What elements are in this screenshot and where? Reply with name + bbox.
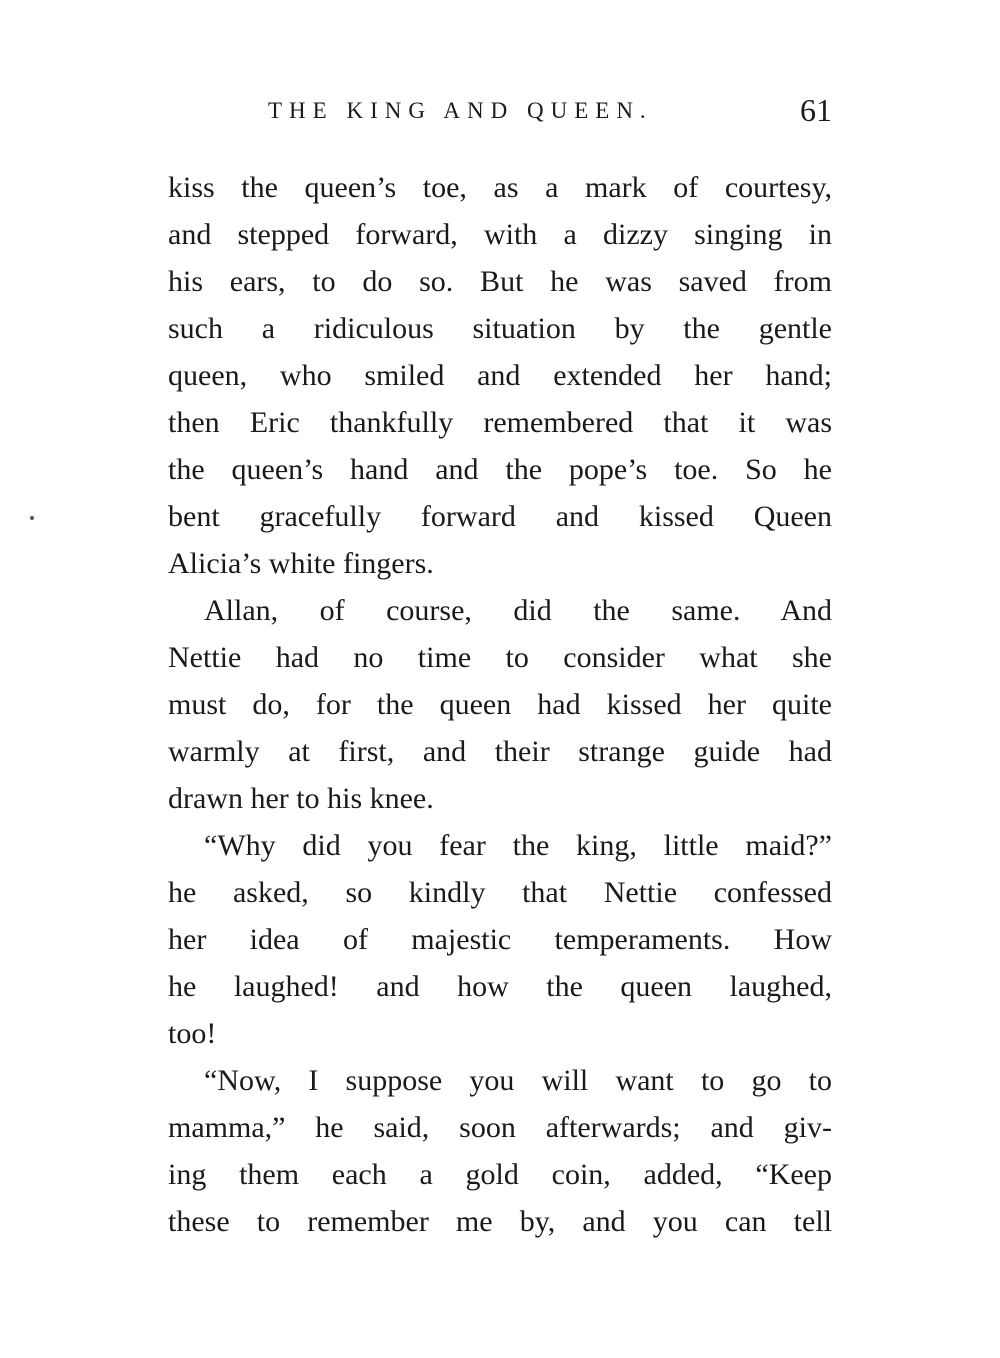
paragraph-start-line: “Why did you fear the king, little maid?” [204, 829, 832, 862]
text-line: such a ridiculous situation by the gentle [168, 312, 832, 345]
text-line: ing them each a gold coin, added, “Keep [168, 1158, 832, 1191]
text-line: must do, for the queen had kissed her quite [168, 688, 832, 721]
text-line: warmly at first, and their strange guide had [168, 735, 832, 768]
text-line: he asked, so kindly that Nettie confessed [168, 876, 832, 909]
text-line: Nettie had no time to consider what she [168, 641, 832, 674]
page-number: 61 [800, 92, 832, 128]
text-line: mamma,” he said, soon afterwards; and giv- [168, 1111, 832, 1144]
text-line: bent gracefully forward and kissed Queen [168, 500, 832, 533]
paragraph-start-line: Allan, of course, did the same. And [204, 594, 832, 627]
running-title: THE KING AND QUEEN. [268, 98, 653, 123]
text-line: kiss the queen’s toe, as a mark of courtesy, [168, 171, 832, 204]
text-line: the queen’s hand and the pope’s toe. So he [168, 453, 832, 486]
text-line: these to remember me by, and you can tell [168, 1205, 832, 1238]
body-text [168, 164, 832, 1245]
text-line: his ears, to do so. But he was saved from [168, 265, 832, 298]
text-line: he laughed! and how the queen laughed, [168, 970, 832, 1003]
text-line: her idea of majestic temperaments. How [168, 923, 832, 956]
text-line: then Eric thankfully remembered that it was [168, 406, 832, 439]
paragraph-start-line: “Now, I suppose you will want to go to [204, 1064, 832, 1097]
stray-ink-mark [30, 516, 34, 520]
paragraph-end-line: drawn her to his knee. [168, 782, 434, 815]
paragraph-end-line: too! [168, 1017, 217, 1050]
paragraph-end-line: Alicia’s white fingers. [168, 547, 434, 580]
running-head [168, 92, 832, 136]
text-line: and stepped forward, with a dizzy singing in [168, 218, 832, 251]
text-line: queen, who smiled and extended her hand; [168, 359, 832, 392]
